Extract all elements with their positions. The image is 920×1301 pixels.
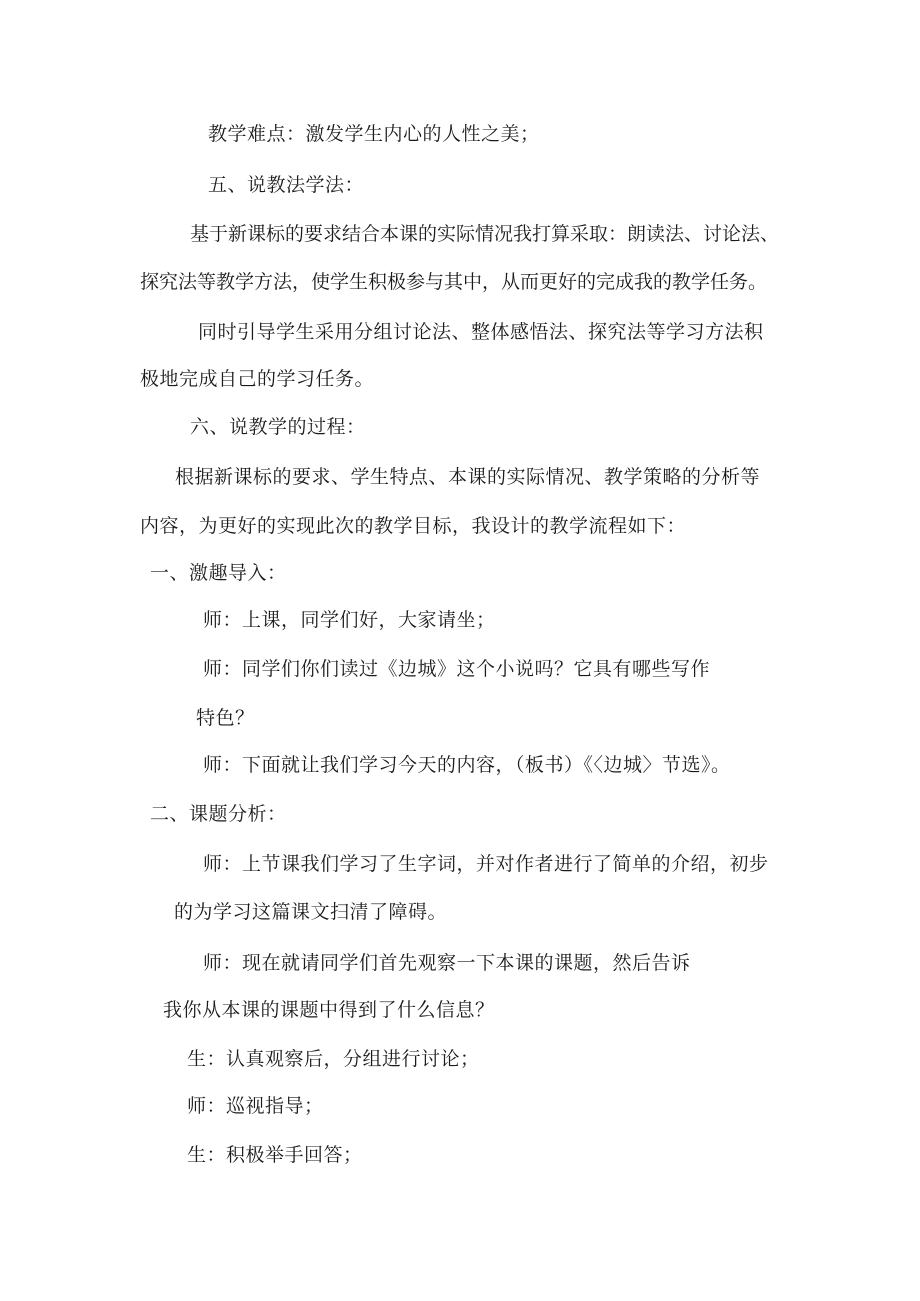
text-line-student-2: 生：积极举手回答； <box>187 1144 363 1166</box>
heading-teaching-methods: 五、说教法学法： <box>208 174 365 196</box>
text-line-guidance-2: 极地完成自己的学习任务。 <box>140 368 375 390</box>
heading-topic-analysis: 二、课题分析： <box>150 803 287 825</box>
text-line-analysis-1: 师：上节课我们学习了生字词，并对作者进行了简单的介绍，初步 <box>203 853 769 875</box>
text-line-dialogue-1: 师：上课，同学们好，大家请坐； <box>203 609 496 631</box>
text-line-dialogue-3: 特色？ <box>196 707 255 729</box>
text-line-student-1: 生：认真观察后，分组进行讨论； <box>187 1048 480 1070</box>
text-line-teacher-guide: 师：巡视指导； <box>187 1095 324 1117</box>
text-line-analysis-2: 的为学习这篇课文扫清了障碍。 <box>174 901 448 923</box>
text-line-dialogue-4: 师：下面就让我们学习今天的内容，（板书）《〈边城〉节选》。 <box>203 754 731 776</box>
text-line-methods-1: 基于新课标的要求结合本课的实际情况我打算采取：朗读法、讨论法、 <box>190 223 780 245</box>
text-line-teaching-difficulty: 教学难点：激发学生内心的人性之美； <box>208 123 540 145</box>
text-line-guidance-1: 同时引导学生采用分组讨论法、整体感悟法、探究法等学习方法积 <box>198 321 764 343</box>
heading-teaching-process: 六、说教学的过程： <box>190 416 366 438</box>
text-line-process-2: 内容，为更好的实现此次的教学目标，我设计的教学流程如下： <box>140 515 687 537</box>
text-line-analysis-3: 师：现在就请同学们首先观察一下本课的课题，然后告诉 <box>203 952 691 974</box>
text-line-dialogue-2: 师：同学们你们读过《边城》这个小说吗？它具有哪些写作 <box>203 658 711 680</box>
text-line-process-1: 根据新课标的要求、学生特点、本课的实际情况、教学策略的分析等 <box>175 466 761 488</box>
text-line-analysis-4: 我你从本课的课题中得到了什么信息？ <box>163 999 495 1021</box>
heading-introduction: 一、激趣导入： <box>150 562 287 584</box>
text-line-methods-2: 探究法等教学方法，使学生积极参与其中，从而更好的完成我的教学任务。 <box>140 271 768 293</box>
